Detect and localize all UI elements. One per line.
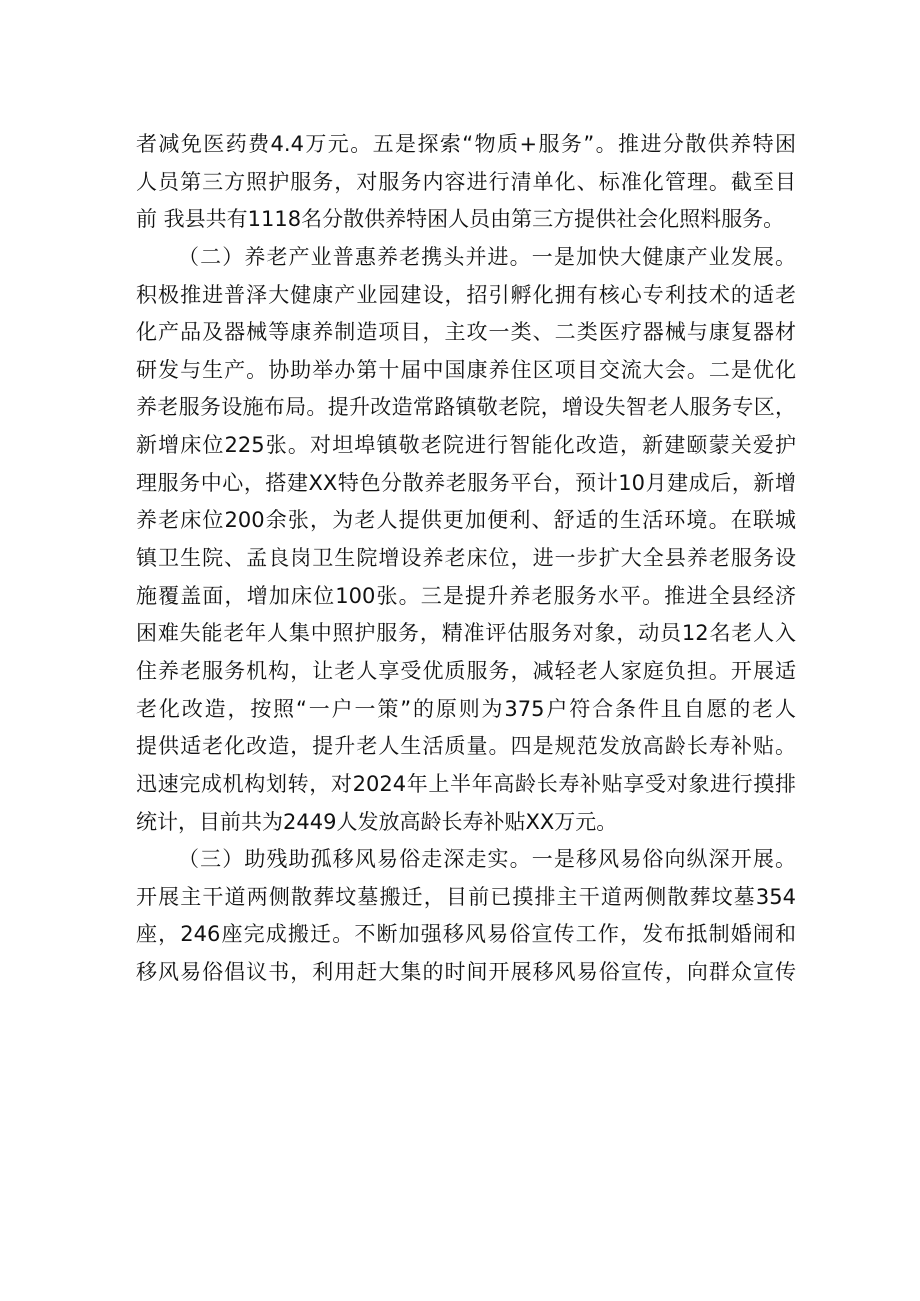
text-line: 人员第三方照护服务，对服务内容进行清单化、标准化管理。截至目 <box>136 169 796 194</box>
text-line: 住养老服务机构，让老人享受优质服务，减轻老人家庭负担。开展适 <box>136 658 796 683</box>
text-line: 理服务中心，搭建XX特色分散养老服务平台，预计10月建成后，新增 <box>136 470 796 495</box>
text-line: 统计，目前共为2449人发放高龄长寿补贴XX万元。 <box>136 809 618 834</box>
text-line: 养老床位200余张，为老人提供更加便利、舒适的生活环境。在联城 <box>136 508 796 533</box>
text-line: 迅速完成机构划转，对2024年上半年高龄长寿补贴享受对象进行摸排 <box>136 771 796 796</box>
text-line: 积极推进普泽大健康产业园建设，招引孵化拥有核心专利技术的适老 <box>136 282 796 307</box>
text-line: 养老服务设施布局。提升改造常路镇敬老院，增设失智老人服务专区， <box>136 395 796 420</box>
text-line: 新增床位225张。对坦埠镇敬老院进行智能化改造，新建颐蒙关爱护 <box>136 433 796 458</box>
text-line: 施覆盖面，增加床位100张。三是提升养老服务水平。推进全县经济 <box>136 583 796 608</box>
text-line: （二）养老产业普惠养老携头并进。一是加快大健康产业发展。 <box>178 244 796 269</box>
text-line: 前 我县共有1118名分散供养特困人员由第三方提供社会化照料服务。 <box>136 207 785 232</box>
text-line: （三）助残助孤移风易俗走深走实。一是移风易俗向纵深开展。 <box>178 847 796 872</box>
text-line: 开展主干道两侧散葬坟墓搬迁，目前已摸排主干道两侧散葬坟墓354 <box>136 884 796 909</box>
text-line: 提供适老化改造，提升老人生活质量。四是规范发放高龄长寿补贴。 <box>136 734 796 759</box>
text-line: 困难失能老年人集中照护服务，精准评估服务对象，动员12名老人入 <box>136 621 796 646</box>
text-line: 座，246座完成搬迁。不断加强移风易俗宣传工作，发布抵制婚闹和 <box>136 922 796 947</box>
text-line: 老化改造，按照“一户一策”的原则为375户符合条件且自愿的老人 <box>136 696 796 721</box>
text-line: 镇卫生院、孟良岗卫生院增设养老床位，进一步扩大全县养老服务设 <box>136 546 796 571</box>
text-line: 移风易俗倡议书，利用赶大集的时间开展移风易俗宣传，向群众宣传 <box>136 960 796 985</box>
text-line: 研发与生产。协助举办第十届中国康养住区项目交流大会。二是优化 <box>136 357 796 382</box>
text-line: 化产品及器械等康养制造项目，主攻一类、二类医疗器械与康复器材 <box>136 320 796 345</box>
text-line: 者减免医药费4.4万元。五是探索“物质+服务”。推进分散供养特困 <box>136 132 796 156</box>
document-body <box>136 126 796 992</box>
